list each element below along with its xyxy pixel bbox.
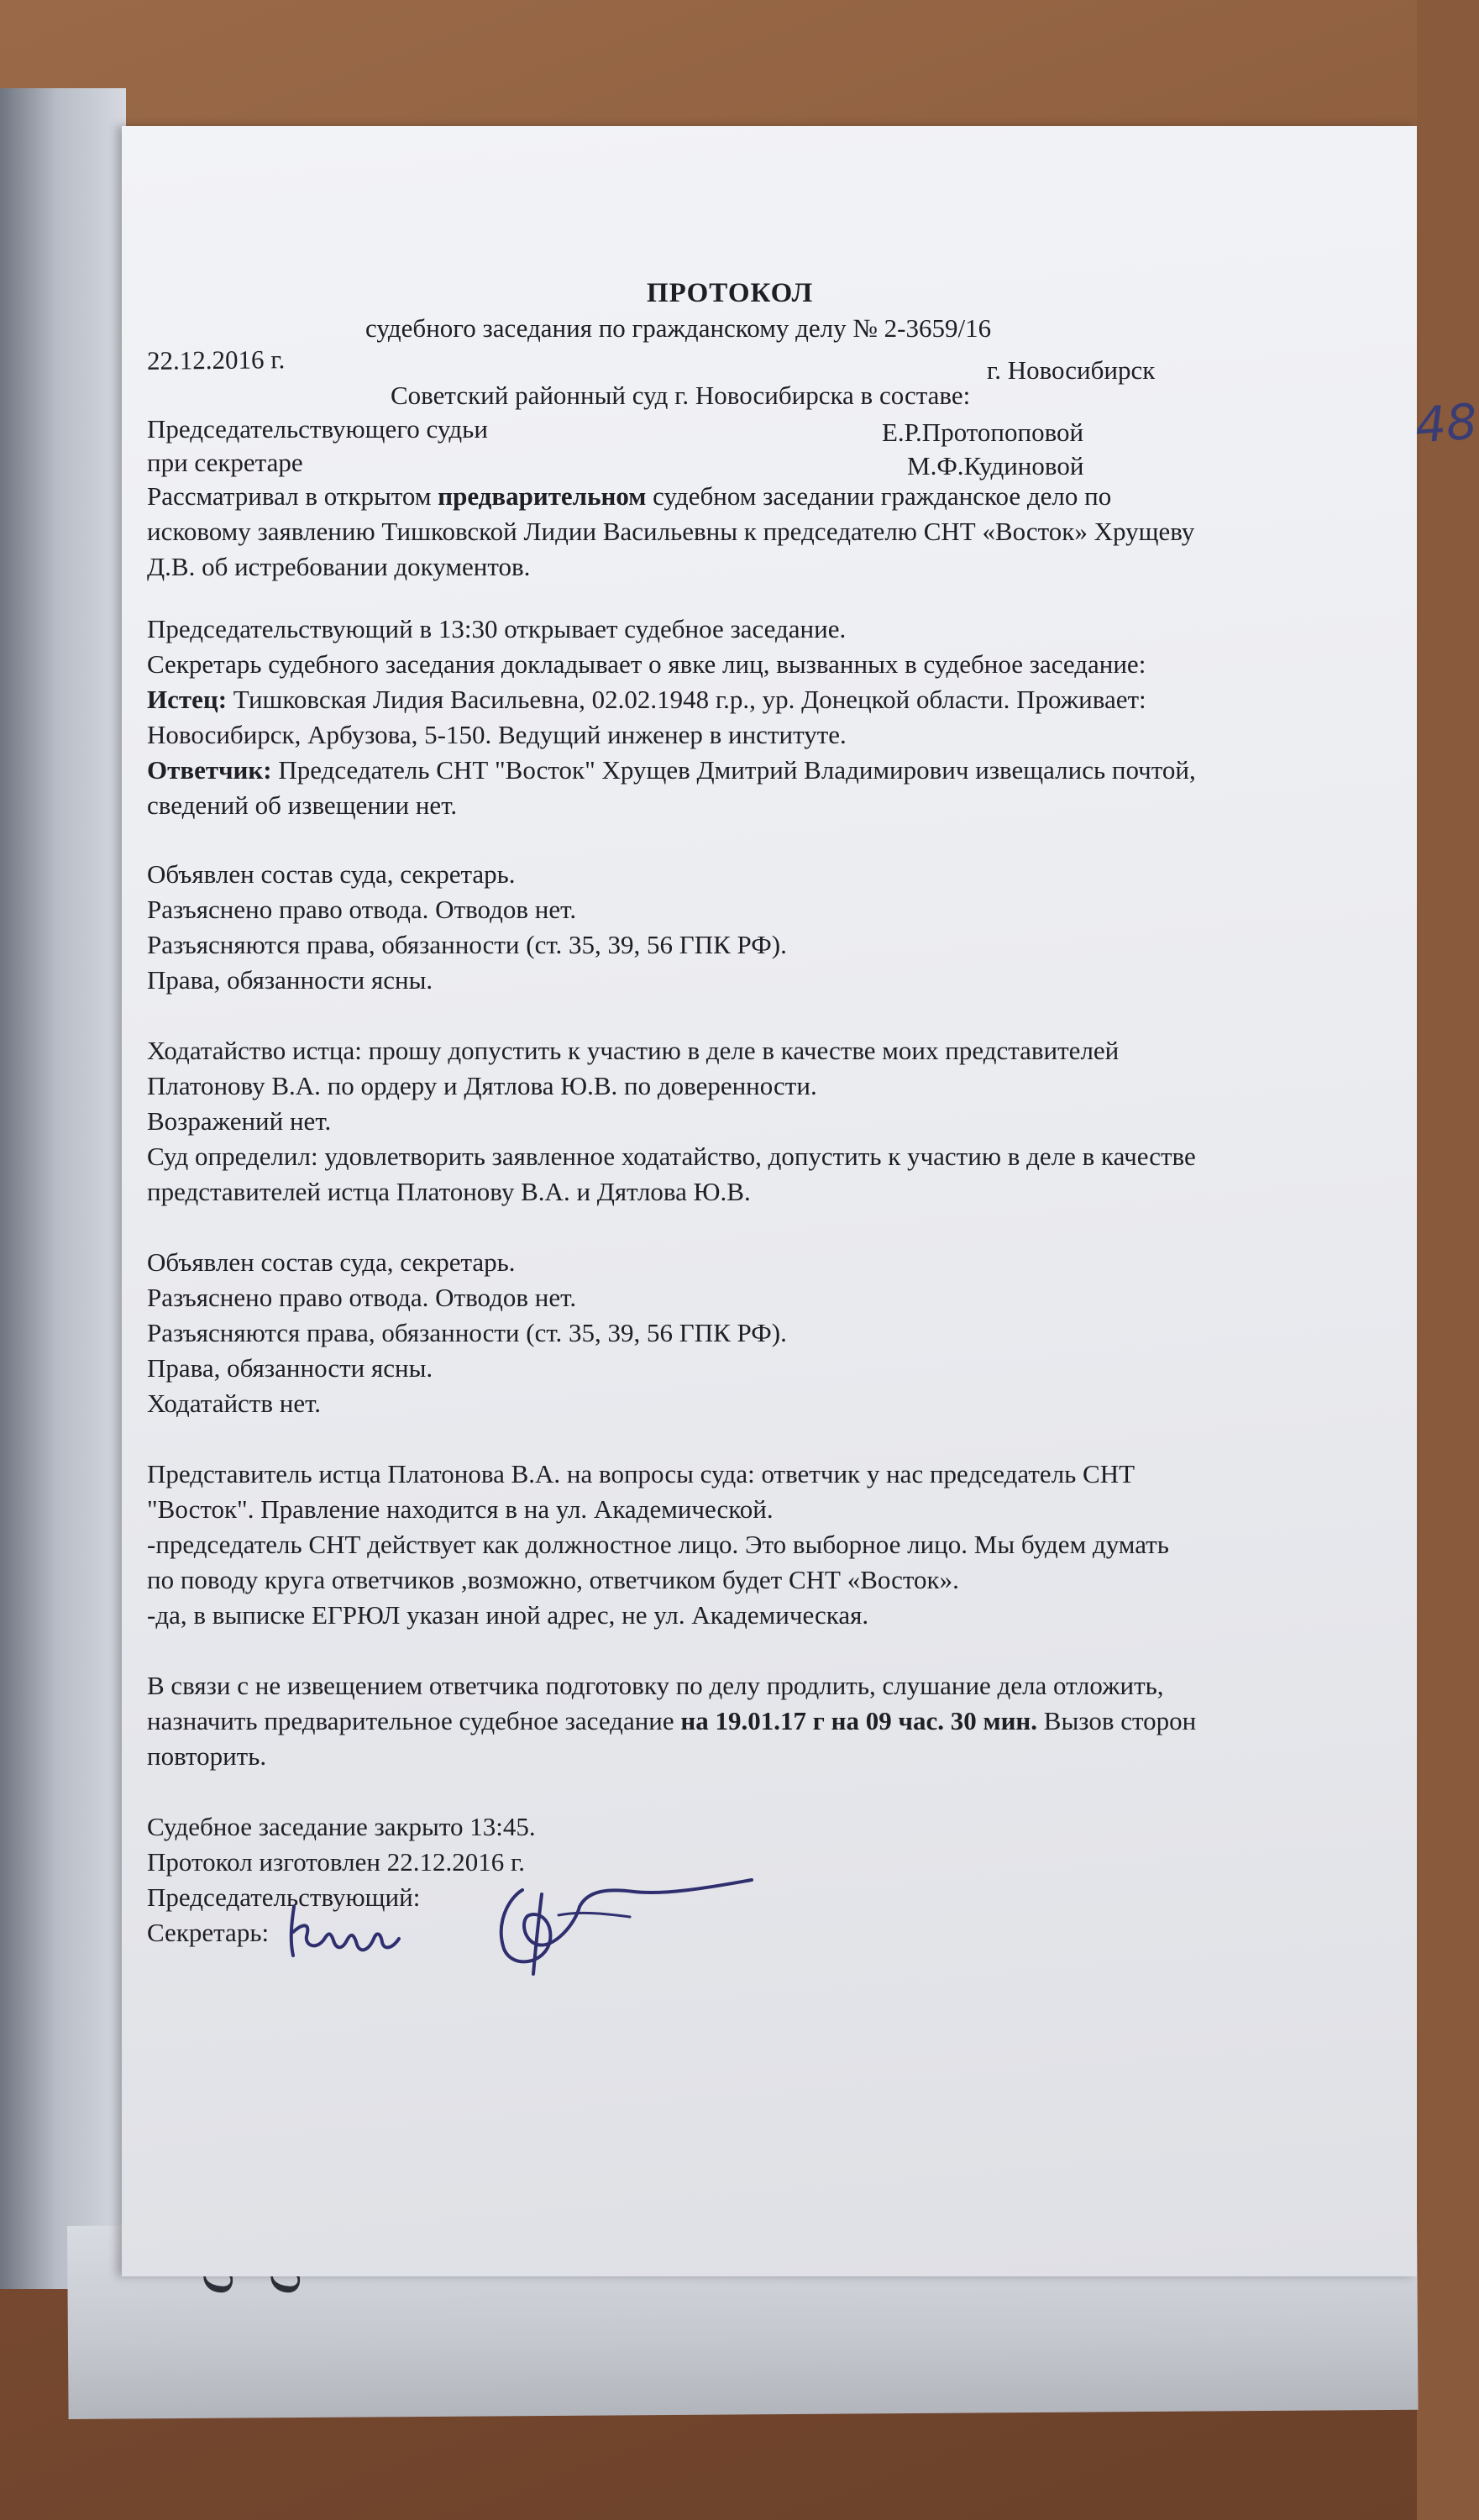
defendant-line-2: сведений об извещении нет. — [147, 790, 458, 820]
secretary-name: М.Ф.Кудиновой — [907, 451, 1084, 480]
decision-line-2: назначить предварительное судебное заседание на 19.01.17 г на 09 час. 30 мин. Вызов сторон — [147, 1706, 1197, 1735]
rights2-line-5: Ходатайств нет. — [147, 1389, 322, 1418]
rights1-line-4: Права, обязанности ясны. — [147, 965, 433, 995]
motion-line-3: Возражений нет. — [147, 1106, 332, 1136]
defendant-line-1: Ответчик: Председатель СНТ "Восток" Хрущев Дмитрий Владимирович извещались почтой, — [147, 755, 1196, 785]
motion-line-5: представителей истца Платонову В.А. и Дятлова Ю.В. — [147, 1177, 751, 1206]
secretary-signature — [281, 1898, 433, 1966]
plaintiff-line-1: Истец: Тишковская Лидия Васильевна, 02.02.1948 г.р., ур. Донецкой области. Проживает: — [147, 685, 1146, 714]
rights2-line-4: Права, обязанности ясны. — [147, 1353, 433, 1383]
intro-line-2: исковому заявлению Тишковской Лидии Васильевны к председателю СНТ «Восток» Хрущеву — [147, 517, 1195, 546]
underlying-sheet — [0, 88, 126, 2289]
rights1-line-1: Объявлен состав суда, секретарь. — [147, 859, 516, 889]
representative-line-4: по поводу круга ответчиков ,возможно, ответчиком будет СНТ «Восток». — [147, 1565, 959, 1594]
motion-line-2: Платонову В.А. по ордеру и Дятлова Ю.В. по доверенности. — [147, 1071, 817, 1100]
secretary-label: при секретаре — [147, 448, 303, 477]
protocol-made: Протокол изготовлен 22.12.2016 г. — [147, 1847, 525, 1877]
document-subtitle: судебного заседания по гражданскому делу № 2-3659/16 — [365, 313, 992, 343]
motion-line-1: Ходатайство истца: прошу допустить к участию в деле в качестве моих представителей — [147, 1036, 1120, 1065]
judge-label: Председательствующего судьи — [147, 414, 488, 444]
secretary-sign-label: Секретарь: — [147, 1918, 270, 1947]
representative-line-5: -да, в выписке ЕГРЮЛ указан иной адрес, не ул. Академическая. — [147, 1600, 869, 1630]
court-name: Советский районный суд г. Новосибирска в составе: — [391, 381, 971, 410]
intro-line-3: Д.В. об истребовании документов. — [147, 552, 531, 581]
page-number-handwritten: 48 — [1413, 392, 1479, 454]
representative-line-1: Представитель истца Платонова В.А. на вопросы суда: ответчик у нас председатель СНТ — [147, 1459, 1135, 1488]
judge-name: Е.Р.Протопоповой — [882, 417, 1084, 447]
plaintiff-line-2: Новосибирск, Арбузова, 5-150. Ведущий инженер в институте. — [147, 720, 847, 749]
presiding-label: Председательствующий: — [147, 1882, 421, 1912]
document-page — [122, 126, 1479, 2276]
closing-time: Судебное заседание закрыто 13:45. — [147, 1812, 536, 1841]
opening-line-2: Секретарь судебного заседания докладывает о явке лиц, вызванных в судебное заседание: — [147, 649, 1146, 679]
rights2-line-1: Объявлен состав суда, секретарь. — [147, 1247, 516, 1277]
rights1-line-3: Разъясняются права, обязанности (ст. 35, 39, 56 ГПК РФ). — [147, 930, 787, 959]
motion-line-4: Суд определил: удовлетворить заявленное ходатайство, допустить к участию в деле в качестве — [147, 1142, 1196, 1171]
rights2-line-2: Разъяснено право отвода. Отводов нет. — [147, 1283, 577, 1312]
hearing-date: 22.12.2016 г. — [146, 344, 286, 375]
representative-line-3: -председатель СНТ действует как должностное лицо. Это выборное лицо. Мы будем думать — [147, 1530, 1169, 1559]
opening-line-1: Председательствующий в 13:30 открывает судебное заседание. — [147, 614, 847, 643]
decision-line-3: повторить. — [147, 1741, 267, 1771]
presiding-signature — [462, 1865, 798, 1991]
representative-line-2: "Восток". Правление находится в на ул. Академической. — [147, 1494, 774, 1524]
decision-line-1: В связи с не извещением ответчика подготовку по делу продлить, слушание дела отложить, — [147, 1671, 1164, 1700]
rights2-line-3: Разъясняются права, обязанности (ст. 35, 39, 56 ГПК РФ). — [147, 1318, 787, 1347]
city: г. Новосибирск — [987, 355, 1156, 385]
rights1-line-2: Разъяснено право отвода. Отводов нет. — [147, 895, 577, 924]
document-title: ПРОТОКОЛ — [647, 278, 814, 308]
intro-line-1: Рассматривал в открытом предварительном судебном заседании гражданское дело по — [147, 481, 1112, 511]
